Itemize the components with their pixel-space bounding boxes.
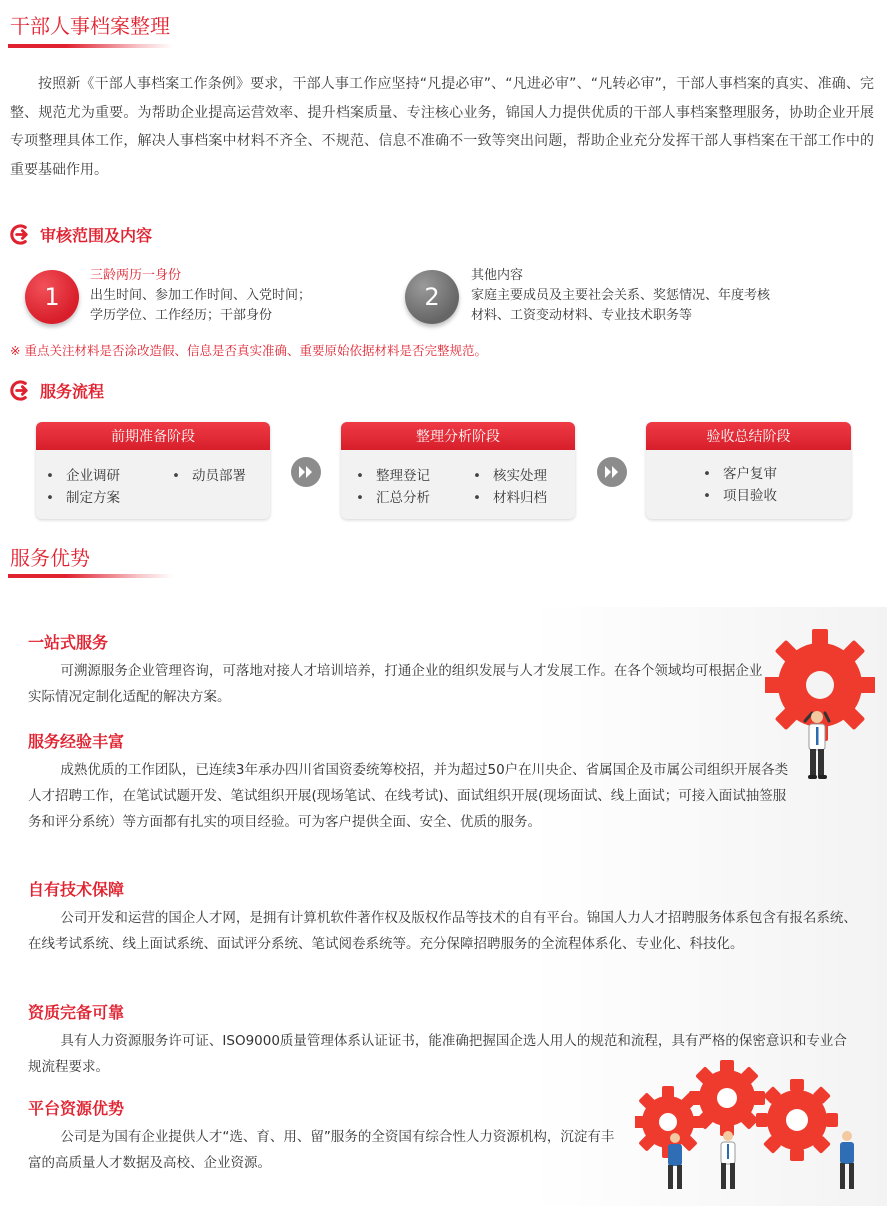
flow-stage-1	[36, 422, 270, 519]
scope-item-1-head: 三龄两历一身份	[90, 268, 182, 283]
arrow-right-icon	[10, 224, 31, 245]
scope-item-1-line2: 学历学位、工作经历；干部身份	[90, 308, 273, 323]
flow-stage-2-item: • 核实处理	[473, 464, 547, 484]
advantage-title: 一站式服务	[28, 633, 109, 652]
page-title: 干部人事档案整理	[10, 14, 170, 38]
scope-number-2: 2	[405, 270, 459, 324]
flow-title: 服务流程	[40, 381, 105, 401]
flow-stage-2-item: • 材料归档	[473, 486, 547, 506]
scope-note: ※ 重点关注材料是否涂改造假、信息是否真实准确、重要原始依据材料是否完整规范。	[10, 343, 487, 358]
double-chevron-icon	[291, 457, 321, 487]
scope-section-header	[10, 222, 152, 246]
gears-team-illustration	[635, 1060, 875, 1200]
flow-stage-2-title: 整理分析阶段	[341, 422, 575, 450]
advantage-title: 自有技术保障	[28, 880, 125, 899]
advantage-text: 可溯源服务企业管理咨询，可落地对接人才培训培养，打通企业的组织发展与人才发展工作。在各个领域均可根据企业实际情况定制化适配的解决方案。	[28, 663, 763, 705]
flow-stage-2-item: • 整理登记	[356, 464, 430, 484]
flow-stage-3	[646, 422, 851, 519]
advantage-text: 公司开发和运营的国企人才网，是拥有计算机软件著作权及版权作品等技术的自有平台。锦国人力人才招聘服务体系包含有报名系统、在线考试系统、线上面试系统、面试评分系统、笔试阅卷系统等。充分保障招聘服务的全流程体系化、专业化、科技化。	[28, 910, 857, 952]
intro-paragraph: 按照新《干部人事档案工作条例》要求，干部人事工作应坚持“凡提必审”、“凡进必审”、“凡转必审”，干部人事档案的真实、准确、完整、规范尤为重要。为帮助企业提高运营效率、提升档案质量、专注核心业务，锦国人力提供优质的干部人事档案整理服务，协助企业开展专项整理具体工作，解决人事档案中材料不齐全、不规范、信息不准确不一致等突出问题，帮助企业充分发挥干部人事档案在干部工作中的重要基础作用。	[10, 76, 874, 178]
flow-stage-2	[341, 422, 575, 519]
scope-title: 审核范围及内容	[40, 225, 153, 245]
arrow-right-icon	[10, 380, 31, 401]
advantage-text: 公司是为国有企业提供人才“选、育、用、留”服务的全资国有综合性人力资源机构，沉淀有丰富的高质量人才数据及高校、企业资源。	[28, 1129, 615, 1171]
advantages-title: 服务优势	[10, 546, 90, 570]
advantage-text: 成熟优质的工作团队，已连续3年承办四川省国资委统筹校招，并为超过50户在川央企、省属国企及市属公司组织开展各类人才招聘工作，在笔试试题开发、笔试组织开展(现场笔试、在线考试)、面试组织开展(现场面试、线上面试；可接入面试抽签服务和评分系统）等方面都有扎实的项目经验。可为客户提供全面、安全、优质的服务。	[28, 762, 789, 830]
title-underline	[8, 574, 173, 578]
scope-item-2-head: 其他内容	[471, 268, 524, 283]
flow-stage-3-item: • 客户复审	[703, 462, 777, 482]
scope-item-2-line2: 材料、工资变动材料、专业技术职务等	[471, 308, 693, 323]
scope-item-2	[471, 266, 770, 326]
advantage-text: 具有人力资源服务许可证、ISO9000质量管理体系认证证书，能准确把握国企选人用人的规范和流程，具有严格的保密意识和专业合规流程要求。	[28, 1033, 847, 1075]
scope-item-1	[90, 266, 311, 326]
flow-stage-3-item: • 项目验收	[703, 484, 777, 504]
scope-item-1-line1: 出生时间、参加工作时间、入党时间；	[90, 288, 312, 303]
advantage-title: 服务经验丰富	[28, 732, 125, 751]
flow-stage-1-title: 前期准备阶段	[36, 422, 270, 450]
advantage-title: 平台资源优势	[28, 1099, 125, 1118]
flow-stage-2-item: • 汇总分析	[356, 486, 430, 506]
double-chevron-icon	[597, 457, 627, 487]
flow-stage-1-item: • 动员部署	[172, 464, 246, 484]
advantage-title: 资质完备可靠	[28, 1003, 125, 1022]
title-underline	[8, 44, 173, 48]
flow-stage-1-item: • 企业调研	[46, 464, 120, 484]
scope-number-1: 1	[25, 270, 79, 324]
flow-stage-3-title: 验收总结阶段	[646, 422, 851, 450]
scope-item-2-line1: 家庭主要成员及主要社会关系、奖惩情况、年度考核	[471, 288, 771, 303]
flow-section-header	[10, 378, 104, 402]
flow-stage-1-item: • 制定方案	[46, 486, 120, 506]
